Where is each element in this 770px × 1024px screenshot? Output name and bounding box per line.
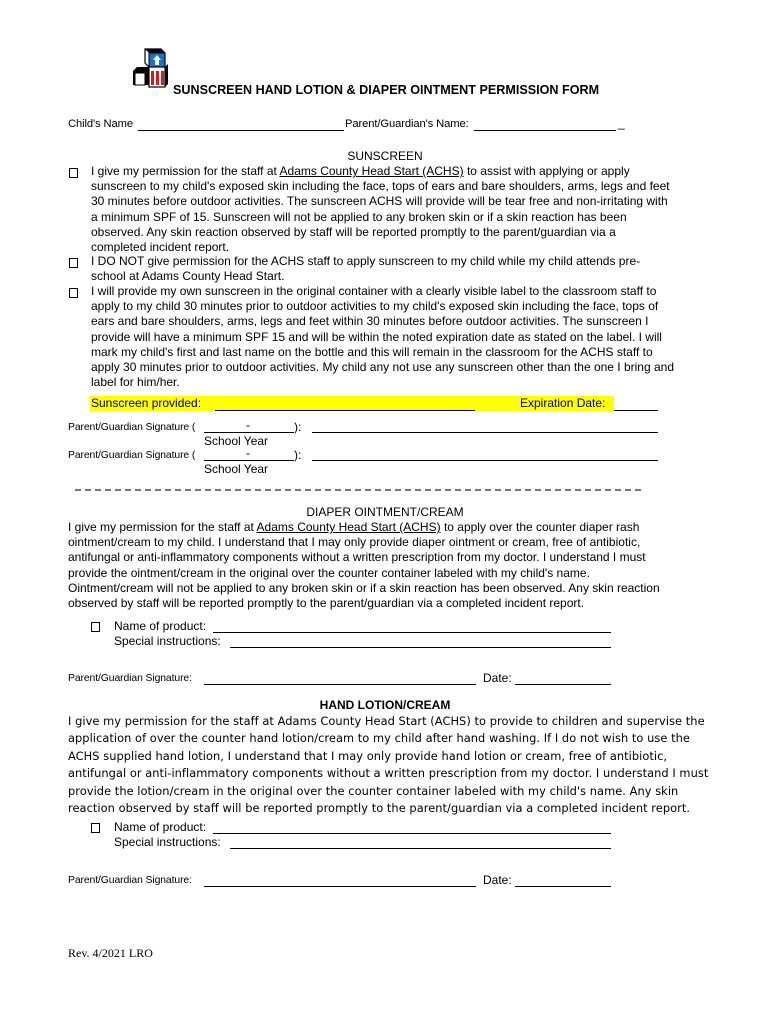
sig-close-1: ):	[294, 420, 302, 434]
diaper-product-field[interactable]	[213, 619, 611, 633]
lotion-paragraph: I give my permission for the staff at Adams County Head Start (ACHS) to provide to children and supervise the application of over the counter hand lotion/cream to my child after hand washing. If I do not wish to use the ACHS supplied hand lotion, I understand that I may only provide hand lotion or cream, free of antibiotic, antifungal or anti-inflammatory components without a written prescription from my doctor. I understand I must provide the lotion/cream in the original over the counter container labeled with my child's name. Any skin reaction observed by staff will be reported promptly to the parent/guardian via a completed incident report.	[68, 714, 709, 816]
diaper-product-checkbox[interactable]	[91, 622, 100, 632]
lotion-product-label: Name of product:	[114, 820, 207, 834]
diaper-date-label: Date:	[483, 671, 512, 685]
form-title: SUNSCREEN HAND LOTION & DIAPER OINTMENT PERMISSION FORM	[173, 83, 600, 97]
lotion-heading: HAND LOTION/CREAM	[319, 698, 451, 712]
parent-name-label: Parent/Guardian's Name:	[345, 118, 469, 130]
sunscreen-option2-text: I DO NOT give permission for the ACHS staff to apply sunscreen to my child while my child attends pre- school at Adams County Head Start.	[91, 254, 641, 284]
diaper-instructions-field[interactable]	[230, 634, 611, 648]
lotion-instructions-label: Special instructions:	[114, 835, 221, 849]
diaper-paragraph: I give my permission for the staff at Adams County Head Start (ACHS) to apply over the counter diaper rash ointment/cream to my child. I understand that I may only provide diaper ointment or cream, free of antibiotic, antifungal or anti-inflammatory components without a written prescription from my doctor. I understand I must provide the ointment/cream in the original over the counter container labeled with my child's name. Ointment/cream will not be applied to any broken skin or if a skin reaction has been observed. Any skin reaction observed by staff will be reported promptly to the parent/guardian via a completed incident report.	[68, 520, 660, 611]
lotion-product-field[interactable]	[213, 820, 611, 834]
diaper-signature-field[interactable]	[204, 671, 476, 685]
diaper-heading: DIAPER OINTMENT/CREAM	[306, 505, 464, 519]
sunscreen-signature-field-2[interactable]	[312, 448, 658, 461]
section-separator	[75, 489, 641, 491]
diaper-achs-link: Adams County Head Start (ACHS)	[256, 520, 441, 534]
lotion-product-checkbox[interactable]	[91, 823, 100, 833]
lotion-signature-label: Parent/Guardian Signature:	[68, 875, 192, 886]
sunscreen-option3-text: I will provide my own sunscreen in the original container with a clearly visible label to the classroom staff to apply to my child 30 minutes prior to outdoor activities to my child's exposed skin including the face, tops of ears and bare shoulders, arms, legs and feet within 30 minutes before outdoor activities. The sunscreen I provide will have a minimum SPF 15 and will be within the noted expiration date as stated on the label. I will mark my child's first and last name on the bottle and this will remain in the classroom for the ACHS staff to apply 30 minutes prior to outdoor activities. My child any not use any sunscreen other than the one I bring and label for him/her.	[91, 284, 675, 390]
lotion-date-label: Date:	[483, 873, 512, 887]
sunscreen-signature-label-1: Parent/Guardian Signature (	[68, 422, 196, 433]
school-year-dash-2: -	[246, 446, 250, 460]
diaper-product-label: Name of product:	[114, 619, 207, 633]
parent-name-tail: _	[618, 116, 625, 130]
school-year-label-1: School Year	[204, 434, 269, 448]
sunscreen-option1-checkbox[interactable]	[69, 168, 78, 178]
school-year-dash-1: -	[246, 418, 250, 432]
revision-footer: Rev. 4/2021 LRO	[68, 946, 153, 960]
sunscreen-heading: SUNSCREEN	[347, 149, 423, 163]
lotion-signature-field[interactable]	[204, 873, 476, 887]
child-name-label: Child's Name	[68, 118, 133, 130]
expiration-date-label: Expiration Date:	[520, 396, 606, 410]
lotion-date-field[interactable]	[515, 873, 611, 887]
diaper-signature-label: Parent/Guardian Signature:	[68, 673, 192, 684]
abc-blocks-logo	[131, 45, 171, 91]
school-year-label-2: School Year	[204, 462, 269, 476]
sunscreen-signature-label-2: Parent/Guardian Signature (	[68, 450, 196, 461]
diaper-instructions-label: Special instructions:	[114, 634, 221, 648]
expiration-date-field[interactable]	[614, 396, 658, 411]
lotion-instructions-field[interactable]	[230, 835, 611, 849]
diaper-date-field[interactable]	[515, 671, 611, 685]
sig-close-2: ):	[294, 448, 302, 462]
parent-name-field[interactable]	[474, 116, 616, 131]
sunscreen-provided-field[interactable]	[215, 396, 475, 411]
sunscreen-signature-field-1[interactable]	[312, 420, 658, 433]
sunscreen-option3-checkbox[interactable]	[69, 288, 78, 298]
child-name-field[interactable]	[138, 116, 344, 131]
achs-link: Adams County Head Start (ACHS)	[279, 164, 464, 178]
sunscreen-provided-label: Sunscreen provided:	[91, 396, 202, 410]
sunscreen-option2-checkbox[interactable]	[69, 258, 78, 268]
sunscreen-option1-text: I give my permission for the staff at Adams County Head Start (ACHS) to assist with applying or apply sunscreen to my child's exposed skin including the face, tops of ears and bare shoulders, arms, legs and feet 30 minutes before outdoor activities. The sunscreen ACHS will provide will be tear free and non-irritating with a minimum SPF of 15. Sunscreen will not be applied to any broken skin or if a skin reaction has been observed. Any skin reaction observed by staff will be reported promptly to the parent/guardian via a completed incident report.	[91, 164, 670, 255]
